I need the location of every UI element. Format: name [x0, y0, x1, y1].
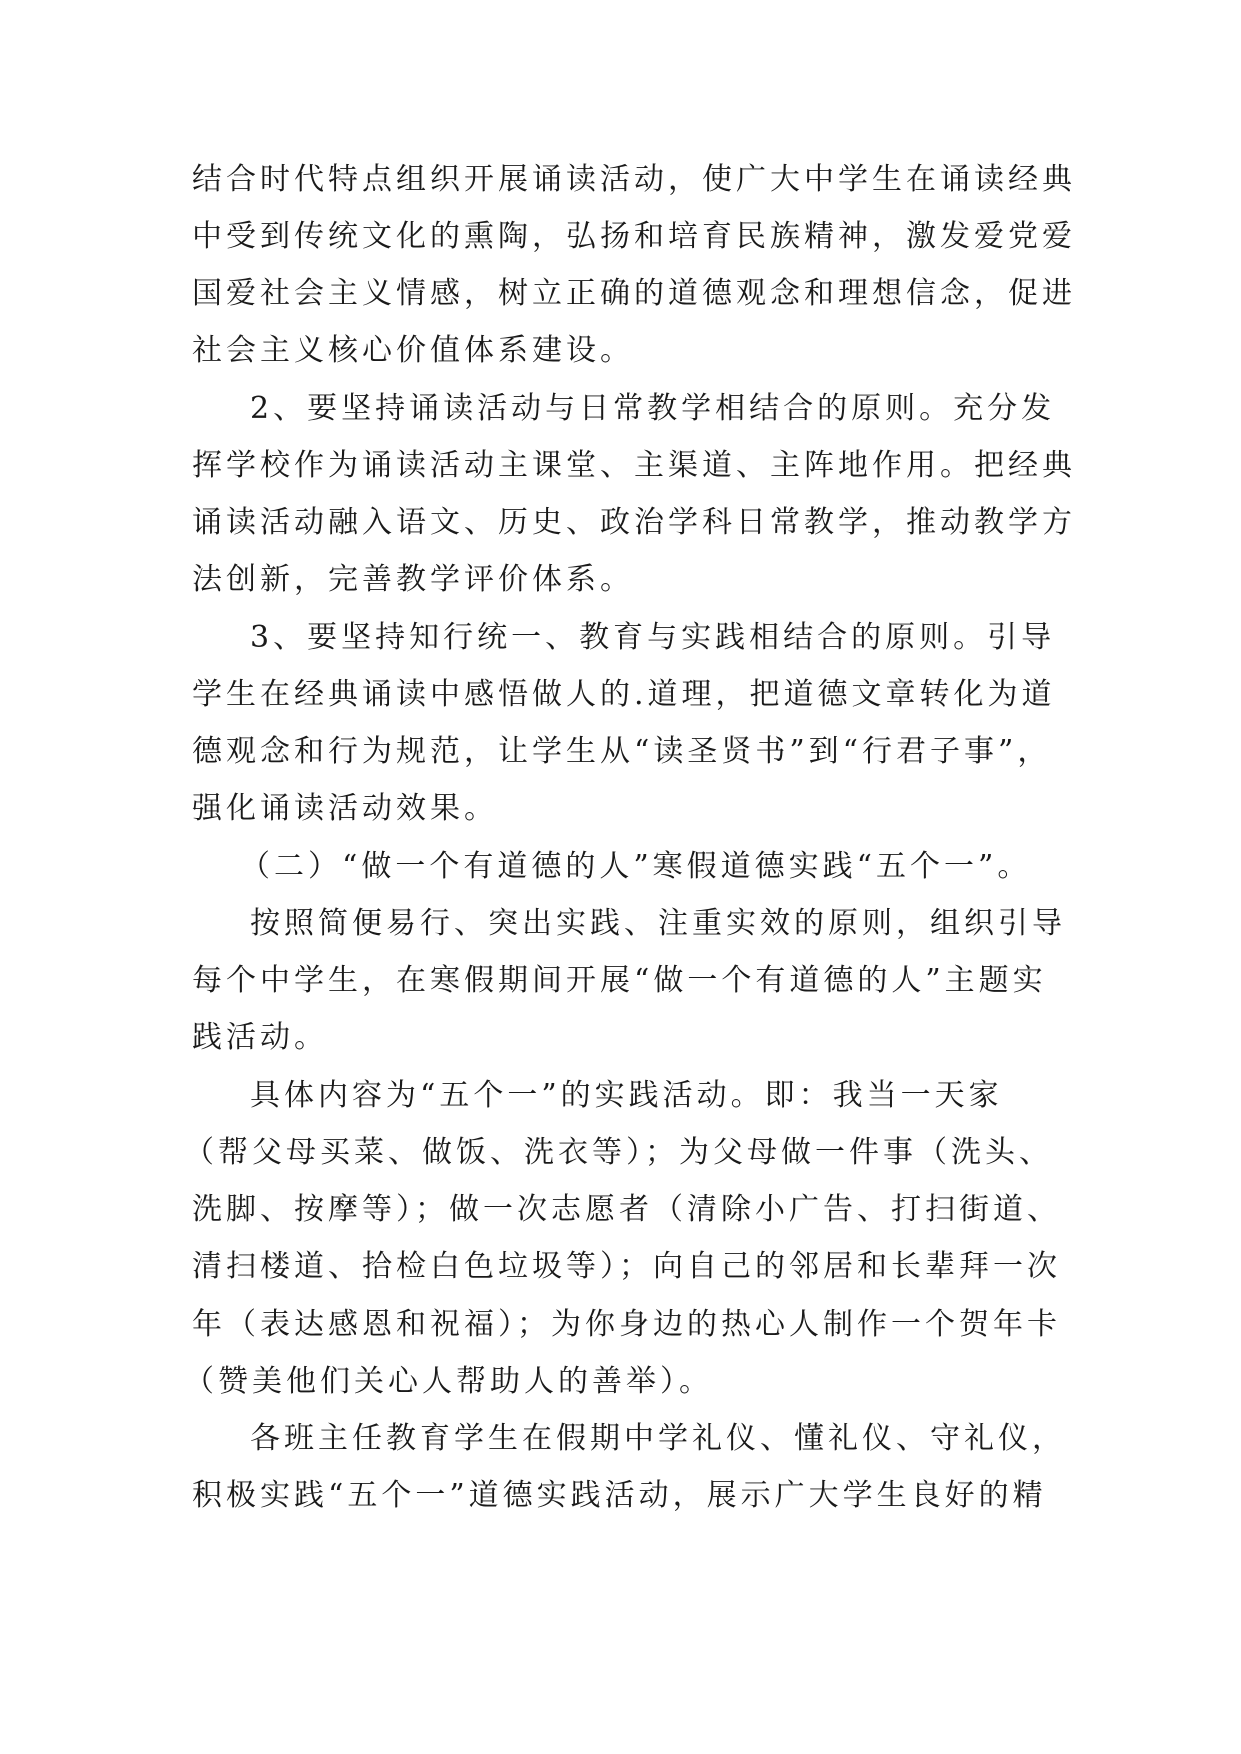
- text-line: 各班主任教育学生在假期中学礼仪、懂礼仪、守礼仪，: [250, 1421, 1066, 1456]
- text-line: 挥学校作为诵读活动主课堂、主渠道、主阵地作用。把经典: [192, 448, 1076, 483]
- text-line: 诵读活动融入语文、历史、政治学科日常教学，推动教学方: [192, 505, 1076, 540]
- text-line: 中受到传统文化的熏陶，弘扬和培育民族精神，激发爱党爱: [192, 219, 1076, 254]
- text-line: 年（表达感恩和祝福）；为你身边的热心人制作一个贺年卡: [192, 1307, 1061, 1342]
- text-line: 按照简便易行、突出实践、注重实效的原则，组织引导: [250, 906, 1066, 941]
- section-heading: （二）“做一个有道德的人”寒假道德实践“五个一”。: [240, 849, 1032, 884]
- text-line: 国爱社会主义情感，树立正确的道德观念和理想信念，促进: [192, 276, 1076, 311]
- text-line: 学生在经典诵读中感悟做人的.道理，把道德文章转化为道: [192, 677, 1056, 712]
- text-line: 清扫楼道、拾检白色垃圾等）；向自己的邻居和长辈拜一次: [192, 1249, 1061, 1284]
- text-line: 积极实践“五个一”道德实践活动，展示广大学生良好的精: [192, 1478, 1047, 1513]
- text-line: 法创新，完善教学评价体系。: [192, 562, 634, 597]
- text-line: 洗脚、按摩等）；做一次志愿者（清除小广告、打扫街道、: [192, 1192, 1061, 1227]
- text-line: 3、要坚持知行统一、教育与实践相结合的原则。引导: [250, 620, 1056, 655]
- text-line: 每个中学生，在寒假期间开展“做一个有道德的人”主题实: [192, 963, 1047, 998]
- text-line: （赞美他们关心人帮助人的善举）。: [184, 1364, 713, 1399]
- text-line: 具体内容为“五个一”的实践活动。即：我当一天家: [250, 1078, 1003, 1113]
- text-line: 2、要坚持诵读活动与日常教学相结合的原则。充分发: [250, 391, 1056, 426]
- text-line: 德观念和行为规范，让学生从“读圣贤书”到“行君子事”，: [192, 734, 1052, 769]
- text-line: 社会主义核心价值体系建设。: [192, 333, 634, 368]
- text-line: 强化诵读活动效果。: [192, 791, 498, 826]
- text-line: 结合时代特点组织开展诵读活动，使广大中学生在诵读经典: [192, 162, 1076, 197]
- text-line: 践活动。: [192, 1020, 328, 1055]
- text-line: （帮父母买菜、做饭、洗衣等）；为父母做一件事（洗头、: [184, 1135, 1053, 1170]
